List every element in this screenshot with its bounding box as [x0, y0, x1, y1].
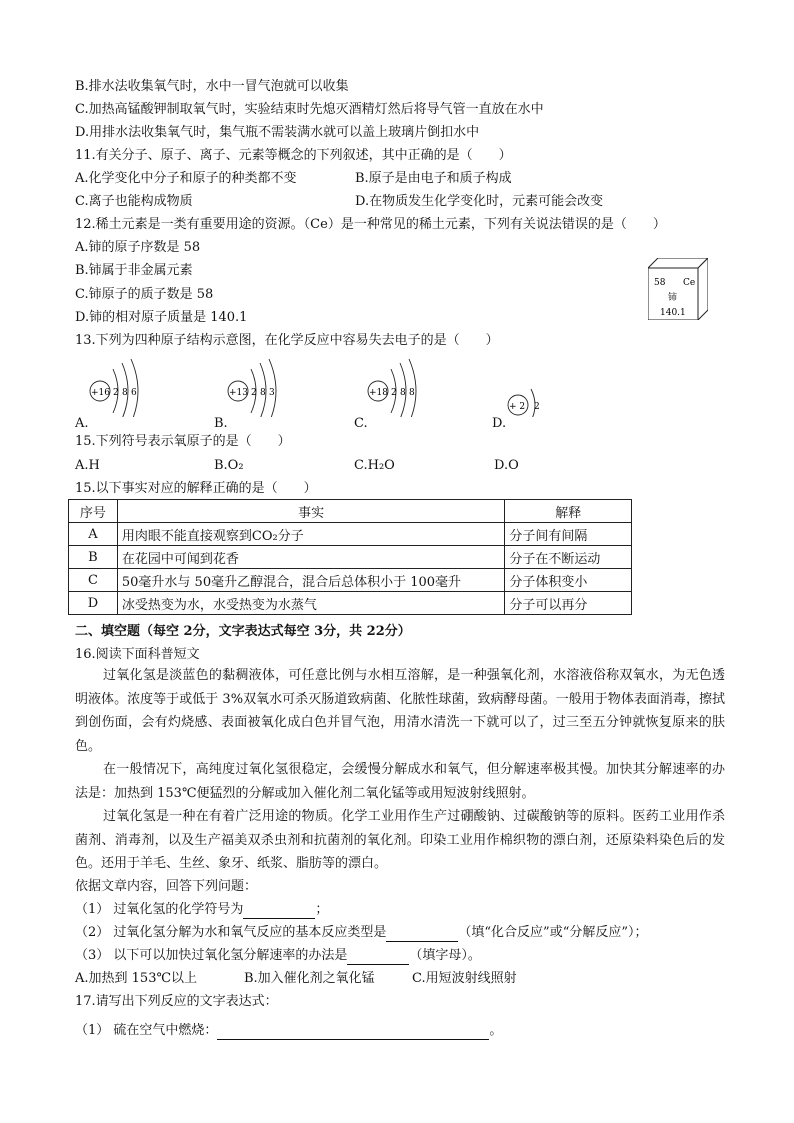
- facts-table: [68, 499, 632, 615]
- cerium-element-cell: [648, 258, 708, 320]
- nucleus-charge: +16: [91, 388, 110, 398]
- atom-diagram-a: [86, 357, 156, 417]
- section-heading: 二、填空题（每空 2分，文字表达式每空 3分，共 22分）: [75, 624, 411, 639]
- q17-sub-1: [75, 1022, 502, 1040]
- q16-stem: 16.阅读下面科普短文: [75, 647, 200, 662]
- nucleus-charge: +13: [229, 388, 248, 398]
- q16-sub-1: [75, 901, 328, 919]
- row-index: A: [69, 523, 118, 546]
- electron-count: 3: [269, 388, 275, 398]
- q14-option-a: A.H: [75, 458, 100, 473]
- q10-option-b: B.排水法收集氧气时，水中一冒气泡就可以收集: [75, 79, 349, 94]
- row-explanation: 分子可以再分: [505, 592, 632, 615]
- q15-stem: 15.以下事实对应的解释正确的是（ ）: [75, 481, 317, 496]
- atom-diagram-c: [364, 357, 434, 417]
- row-explanation: 分子体积变小: [505, 569, 632, 592]
- q16-sub-3-end: （填字母）。: [409, 948, 481, 963]
- element-name: 铈: [668, 293, 678, 303]
- nucleus-charge: +18: [369, 388, 388, 398]
- q16-option-c: C.用短波射线照射: [412, 971, 517, 986]
- row-index: B: [69, 546, 118, 569]
- element-mass: 140.1: [660, 308, 686, 318]
- q17-sub-1-text: （1） 硫在空气中燃烧：: [75, 1023, 218, 1038]
- q11-option-a: A.化学变化中分子和原子的种类都不变: [75, 171, 297, 186]
- q13-stem: 13.下列为四种原子结构示意图，在化学反应中容易失去电子的是（ ）: [75, 333, 499, 348]
- electron-count: 6: [131, 388, 137, 398]
- q17-sub-1-end: 。: [489, 1023, 503, 1038]
- table-row: [69, 523, 632, 546]
- q16-sub-3-text: （3） 以下可以加快过氧化氢分解速率的办法是: [75, 948, 348, 963]
- q11-stem: 11.有关分子、原子、离子、元素等概念的下列叙述，其中正确的是（ ）: [75, 148, 512, 163]
- q12-stem: 12.稀土元素是一类有重要用途的资源。（Ce）是一种常见的稀土元素，下列有关说法错误的是（ ）: [75, 217, 666, 232]
- header-fact: 事实: [117, 500, 505, 523]
- table-row: [69, 546, 632, 569]
- row-index: D: [69, 592, 118, 615]
- q16-option-b: B.加入催化剂之氧化锰: [244, 971, 375, 986]
- q16-paragraph-1: 过氧化氢是淡蓝色的黏稠液体，可任意比例与水相互溶解，是一种强氧化剂，水溶液俗称双氧水，为无色透明液体。浓度等于或低于 3%双氧水可杀灭肠道致病菌、化脓性球菌，致病酵母菌。一般用于物体表面消毒，擦拭到创伤面，会有灼烧感、表面被氧化成白色并冒气泡，用清水清洗一下就可以了，过三至五分钟就恢复原来的肤色。: [75, 668, 725, 754]
- table-row: [69, 592, 632, 615]
- electron-count: 8: [122, 388, 128, 398]
- element-number: 58: [654, 278, 666, 288]
- q16-sub-2-end: （填“化合反应”或“分解反应”）；: [458, 925, 648, 940]
- q16-paragraph-2: 在一般情况下，高纯度过氧化氢很稳定，会缓慢分解成水和氧气，但分解速率极其慢。加快其分解速率的办法是：加热到 153℃便猛烈的分解或加入催化剂二氧化锰等或用短波射线照射。: [75, 762, 725, 801]
- q16-sub-1-end: ；: [315, 902, 329, 917]
- q11-option-d: D.在物质发生化学变化时，元素可能会改变: [355, 194, 604, 209]
- electron-count: 8: [400, 388, 406, 398]
- q13-label-b: B.: [214, 416, 228, 431]
- q13-label-c: C.: [354, 416, 368, 431]
- atom-diagram-d: [504, 357, 554, 417]
- row-index: C: [69, 569, 118, 592]
- row-fact: 冰受热变为水，水受热变为水蒸气: [117, 592, 505, 615]
- q13-label-a: A.: [75, 416, 89, 431]
- q14-stem: 15.下列符号表示氧原子的是（ ）: [75, 434, 291, 449]
- nucleus-charge: + 2: [509, 402, 526, 412]
- electron-count: 8: [260, 388, 266, 398]
- answer-blank[interactable]: [386, 927, 458, 942]
- q12-option-b: B.铈属于非金属元素: [75, 263, 193, 278]
- q12-option-a: A.铈的原子序数是 58: [75, 240, 201, 255]
- q16-sub-2-text: （2） 过氧化氢分解为水和氧气反应的基本反应类型是: [75, 925, 387, 940]
- q14-option-c: C.H₂O: [354, 458, 395, 473]
- electron-count: 2: [113, 388, 119, 398]
- q13-label-d: D.: [492, 416, 507, 431]
- row-explanation: 分子在不断运动: [505, 546, 632, 569]
- row-explanation: 分子间有间隔: [505, 523, 632, 546]
- q16-sub-2: [75, 924, 648, 942]
- row-fact: 50毫升水与 50毫升乙醇混合，混合后总体积小于 100毫升: [117, 569, 505, 592]
- q14-option-d: D.O: [494, 458, 519, 473]
- q16-sub-3: [75, 947, 481, 965]
- table-header-row: [69, 500, 632, 523]
- q11-option-c: C.离子也能构成物质: [75, 194, 193, 209]
- row-fact: 在花园中可闻到花香: [117, 546, 505, 569]
- q16-intro: 依据文章内容，回答下列问题：: [75, 879, 258, 894]
- electron-count: 2: [391, 388, 397, 398]
- answer-blank[interactable]: [243, 904, 315, 919]
- atom-diagram-b: [224, 357, 294, 417]
- header-index: 序号: [69, 500, 118, 523]
- q12-option-c: C.铈原子的质子数是 58: [75, 287, 214, 302]
- q16-paragraph-3: 过氧化氢是一种在有着广泛用途的物质。化学工业用作生产过硼酸钠、过碳酸钠等的原料。医药工业用作杀菌剂、消毒剂，以及生产福美双杀虫剂和抗菌剂的氧化剂。印染工业用作棉织物的漂白剂，还原染料染色后的发色。还用于羊毛、生丝、象牙、纸浆、脂肪等的漂白。: [75, 809, 725, 871]
- answer-blank[interactable]: [217, 1025, 489, 1040]
- q12-option-d: D.铈的相对原子质量是 140.1: [75, 310, 248, 325]
- q17-stem: 17.请写出下列反应的文字表达式：: [75, 994, 278, 1009]
- q14-option-b: B.O₂: [214, 458, 244, 473]
- q10-option-d: D.用排水法收集氧气时，集气瓶不需装满水就可以盖上玻璃片倒扣水中: [75, 125, 480, 140]
- electron-count: 2: [534, 402, 540, 412]
- electron-count: 8: [409, 388, 415, 398]
- q10-option-c: C.加热高锰酸钾制取氧气时，实验结束时先熄灭酒精灯然后将导气管一直放在水中: [75, 102, 544, 117]
- q11-option-b: B.原子是由电子和质子构成: [355, 171, 512, 186]
- table-row: [69, 569, 632, 592]
- element-symbol: Ce: [683, 278, 696, 288]
- electron-count: 2: [251, 388, 257, 398]
- row-fact: 用肉眼不能直接观察到CO₂分子: [117, 523, 505, 546]
- header-explanation: 解释: [505, 500, 632, 523]
- answer-blank[interactable]: [347, 950, 409, 965]
- q16-sub-1-text: （1） 过氧化氢的化学符号为: [75, 902, 244, 917]
- q16-option-a: A.加热到 153℃以上: [75, 971, 198, 986]
